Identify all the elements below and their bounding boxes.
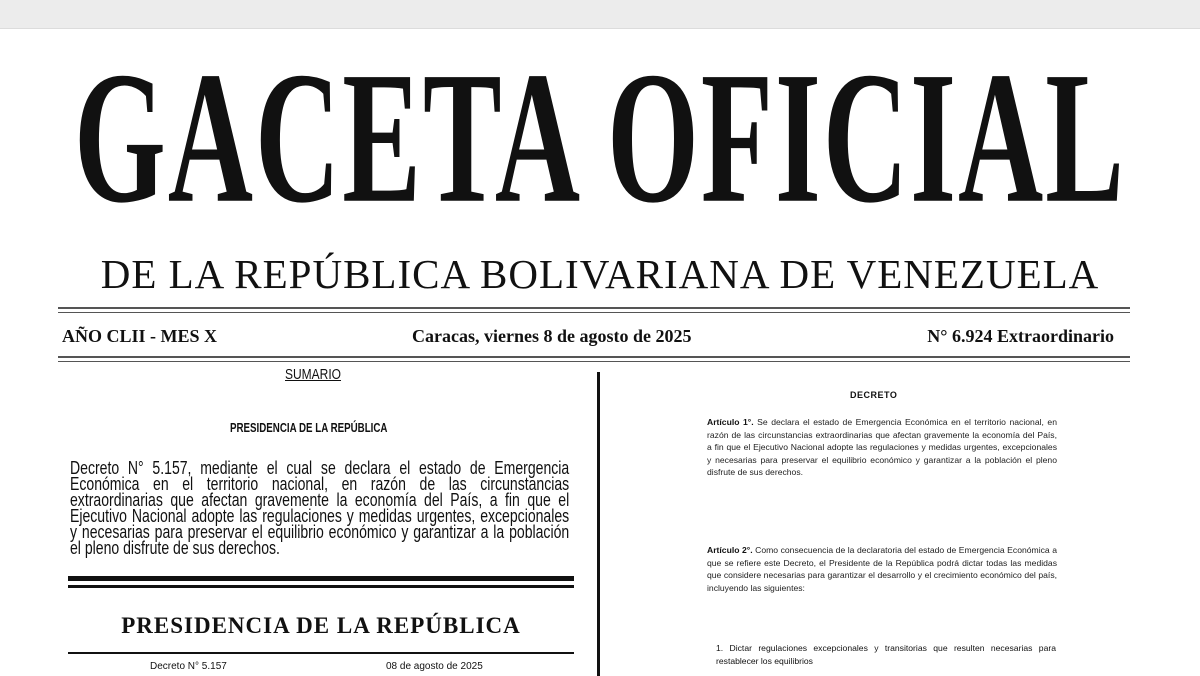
gazette-subtitle: DE LA REPÚBLICA BOLIVARIANA DE VENEZUELA [100, 251, 1100, 297]
decreto-heading: DECRETO [850, 390, 898, 400]
article-2-text: Como consecuencia de la declaratoria del estado de Emergencia Económica a que se refiere este Decreto, el Presidente de la República podrá dictar todas las medidas que considere necesarias para garantizar el desarrollo y el crecimiento económico del país, incluyendo las siguientes: [707, 545, 1057, 593]
decree-number: Decreto N° 5.157 [150, 661, 227, 672]
masthead [0, 32, 1200, 243]
gazette-title: GACETA OFICIAL [74, 32, 1126, 243]
article-1-text: Se declara el estado de Emergencia Económica en el territorio nacional, en razón de las circunstancias extraordinarias que afectan gravemente la economía del País, a fin que el Ejecutivo Nacional adopte las regulaciones y medidas urgentes, excepcionales y necesarias para preservar el equilibrio económico y garantizar a la población el pleno disfrute de sus derechos. [707, 417, 1057, 478]
header-rule-bottom [58, 356, 1130, 358]
header-rule-top [58, 307, 1130, 309]
issue-year-month: AÑO CLII - MES X [62, 326, 218, 346]
article-1-label: Artículo 1°. [707, 417, 754, 427]
header-rule-top-thin [58, 312, 1130, 313]
sumario-divider-thick [68, 576, 574, 581]
list-item: 1. Dictar regulaciones excepcionales y transitorias que resulten necesarias para restablecer los equilibrios [716, 643, 1056, 666]
section-title: PRESIDENCIA DE LA REPÚBLICA [121, 613, 521, 638]
article-1 [707, 416, 1057, 479]
column-divider [597, 372, 600, 676]
browser-top-bar [0, 0, 1200, 29]
issue-number: N° 6.924 Extraordinario [927, 326, 1114, 346]
issue-info-bar [62, 326, 1114, 350]
sumario-heading: SUMARIO [285, 366, 342, 383]
issue-date: Caracas, viernes 8 de agosto de 2025 [412, 326, 692, 346]
decree-date: 08 de agosto de 2025 [386, 661, 483, 672]
section-rule [68, 652, 574, 654]
sumario-divider-thin [68, 585, 574, 588]
header-rule-bottom-thin [58, 361, 1130, 362]
sumario-text: Decreto N° 5.157, mediante el cual se declara el estado de Emergencia Económica en el territorio nacional, en razón de las circunstancias extraordinarias que afectan gravemente la economía del País, a fin que el Ejecutivo Nacional adopte las regulaciones y medidas urgentes, excepcionales y necesarias para preservar el equilibrio económico y garantizar a la población el pleno disfrute de sus derechos. [70, 458, 570, 558]
article-2 [707, 544, 1057, 594]
article-2-label: Artículo 2°. [707, 545, 753, 555]
sumario-section: PRESIDENCIA DE LA REPÚBLICA [230, 420, 388, 435]
